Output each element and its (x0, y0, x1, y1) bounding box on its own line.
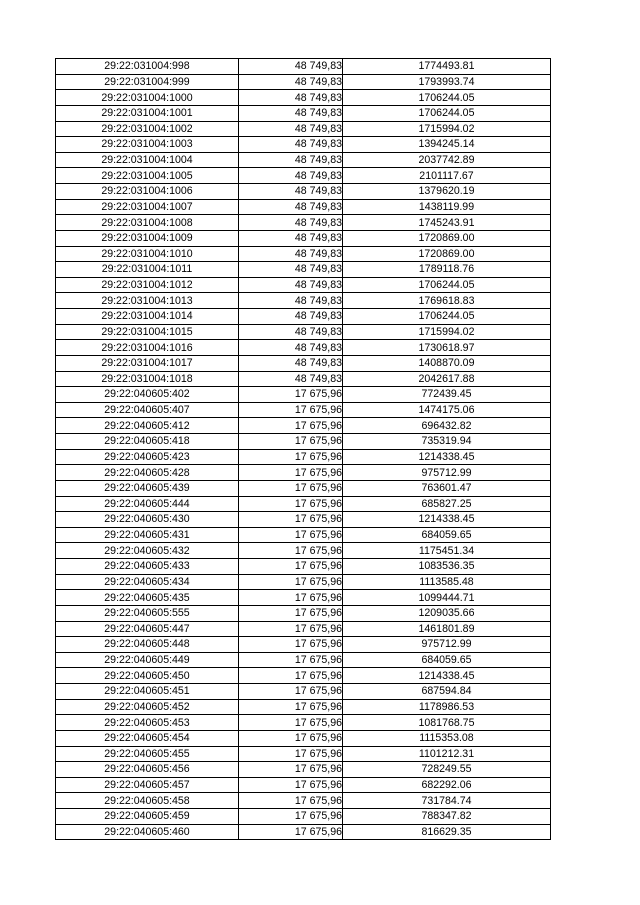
specific-value-cell: 48 749,83 (239, 184, 343, 200)
specific-value-cell: 48 749,83 (239, 74, 343, 90)
cadastral-value-cell: 1745243.91 (343, 215, 551, 231)
specific-value-cell: 48 749,83 (239, 137, 343, 153)
table-row (56, 371, 551, 387)
table-row (56, 809, 551, 825)
table-row (56, 824, 551, 840)
table-row (56, 777, 551, 793)
cadastral-number-cell: 29:22:031004:1001 (56, 105, 239, 121)
cadastral-number-cell: 29:22:040605:456 (56, 762, 239, 778)
table-row (56, 793, 551, 809)
cadastral-value-cell: 1774493.81 (343, 59, 551, 75)
specific-value-cell: 17 675,96 (239, 621, 343, 637)
cadastral-number-cell: 29:22:040605:418 (56, 434, 239, 450)
table-row (56, 574, 551, 590)
specific-value-cell: 48 749,83 (239, 230, 343, 246)
specific-value-cell: 17 675,96 (239, 465, 343, 481)
table-row (56, 762, 551, 778)
specific-value-cell: 17 675,96 (239, 730, 343, 746)
cadastral-value-cell: 1394245.14 (343, 137, 551, 153)
cadastral-value-cell: 1706244.05 (343, 90, 551, 106)
cadastral-number-cell: 29:22:031004:1018 (56, 371, 239, 387)
cadastral-value-cell: 1101212.31 (343, 746, 551, 762)
cadastral-value-cell: 685827.25 (343, 496, 551, 512)
specific-value-cell: 17 675,96 (239, 637, 343, 653)
cadastral-number-cell: 29:22:040605:434 (56, 574, 239, 590)
cadastral-number-cell: 29:22:040605:451 (56, 684, 239, 700)
cadastral-number-cell: 29:22:031004:1000 (56, 90, 239, 106)
table-row (56, 605, 551, 621)
cadastral-number-cell: 29:22:040605:430 (56, 512, 239, 528)
specific-value-cell: 17 675,96 (239, 668, 343, 684)
cadastral-value-cell: 1408870.09 (343, 355, 551, 371)
cadastral-value-cell: 1715994.02 (343, 121, 551, 137)
specific-value-cell: 48 749,83 (239, 340, 343, 356)
specific-value-cell: 48 749,83 (239, 199, 343, 215)
specific-value-cell: 17 675,96 (239, 434, 343, 450)
table-row (56, 309, 551, 325)
table-row (56, 246, 551, 262)
table-row (56, 387, 551, 403)
table-row (56, 621, 551, 637)
specific-value-cell: 17 675,96 (239, 746, 343, 762)
specific-value-cell: 48 749,83 (239, 309, 343, 325)
specific-value-cell: 48 749,83 (239, 90, 343, 106)
cadastral-value-cell: 684059.65 (343, 652, 551, 668)
specific-value-cell: 17 675,96 (239, 387, 343, 403)
table-row (56, 184, 551, 200)
cadastral-number-cell: 29:22:040605:454 (56, 730, 239, 746)
cadastral-number-cell: 29:22:031004:1010 (56, 246, 239, 262)
table-row (56, 465, 551, 481)
specific-value-cell: 48 749,83 (239, 262, 343, 278)
cadastral-number-cell: 29:22:040605:412 (56, 418, 239, 434)
table-row (56, 74, 551, 90)
specific-value-cell: 17 675,96 (239, 527, 343, 543)
cadastral-value-cell: 1706244.05 (343, 309, 551, 325)
cadastral-value-cell: 1214338.45 (343, 512, 551, 528)
specific-value-cell: 17 675,96 (239, 793, 343, 809)
table-row (56, 637, 551, 653)
cadastral-value-cell: 975712.99 (343, 465, 551, 481)
cadastral-number-cell: 29:22:040605:423 (56, 449, 239, 465)
cadastral-number-cell: 29:22:040605:435 (56, 590, 239, 606)
cadastral-number-cell: 29:22:040605:459 (56, 809, 239, 825)
cadastral-number-cell: 29:22:040605:402 (56, 387, 239, 403)
cadastral-number-cell: 29:22:040605:452 (56, 699, 239, 715)
cadastral-number-cell: 29:22:031004:1003 (56, 137, 239, 153)
cadastral-number-cell: 29:22:040605:448 (56, 637, 239, 653)
cadastral-number-cell: 29:22:031004:1004 (56, 152, 239, 168)
cadastral-number-cell: 29:22:040605:433 (56, 559, 239, 575)
table-row (56, 293, 551, 309)
cadastral-value-cell: 1474175.06 (343, 402, 551, 418)
table-row (56, 684, 551, 700)
cadastral-value-cell: 1438119.99 (343, 199, 551, 215)
cadastral-value-cell: 735319.94 (343, 434, 551, 450)
table-row (56, 262, 551, 278)
table-row (56, 652, 551, 668)
cadastral-number-cell: 29:22:040605:432 (56, 543, 239, 559)
table-row (56, 90, 551, 106)
table-row (56, 715, 551, 731)
cadastral-number-cell: 29:22:031004:1008 (56, 215, 239, 231)
cadastral-value-cell: 1081768.75 (343, 715, 551, 731)
table-row (56, 434, 551, 450)
specific-value-cell: 17 675,96 (239, 512, 343, 528)
specific-value-cell: 17 675,96 (239, 652, 343, 668)
specific-value-cell: 17 675,96 (239, 480, 343, 496)
specific-value-cell: 48 749,83 (239, 293, 343, 309)
cadastral-value-cell: 1715994.02 (343, 324, 551, 340)
specific-value-cell: 48 749,83 (239, 168, 343, 184)
specific-value-cell: 17 675,96 (239, 777, 343, 793)
cadastral-value-cell: 1789118.76 (343, 262, 551, 278)
specific-value-cell: 17 675,96 (239, 824, 343, 840)
cadastral-number-cell: 29:22:031004:1017 (56, 355, 239, 371)
table-row (56, 137, 551, 153)
cadastral-number-cell: 29:22:040605:460 (56, 824, 239, 840)
specific-value-cell: 48 749,83 (239, 59, 343, 75)
table-row (56, 512, 551, 528)
cadastral-number-cell: 29:22:040605:449 (56, 652, 239, 668)
cadastral-number-cell: 29:22:031004:1007 (56, 199, 239, 215)
cadastral-value-cell: 2042617.88 (343, 371, 551, 387)
specific-value-cell: 17 675,96 (239, 715, 343, 731)
cadastral-value-cell: 1461801.89 (343, 621, 551, 637)
cadastral-number-cell: 29:22:040605:428 (56, 465, 239, 481)
specific-value-cell: 17 675,96 (239, 590, 343, 606)
cadastral-value-table (55, 58, 551, 840)
table-row (56, 199, 551, 215)
table-row (56, 449, 551, 465)
cadastral-value-cell: 1769618.83 (343, 293, 551, 309)
specific-value-cell: 48 749,83 (239, 215, 343, 231)
cadastral-value-cell: 763601.47 (343, 480, 551, 496)
cadastral-number-cell: 29:22:031004:1011 (56, 262, 239, 278)
cadastral-value-cell: 684059.65 (343, 527, 551, 543)
specific-value-cell: 17 675,96 (239, 762, 343, 778)
specific-value-cell: 48 749,83 (239, 105, 343, 121)
cadastral-number-cell: 29:22:031004:999 (56, 74, 239, 90)
table-row (56, 355, 551, 371)
cadastral-number-cell: 29:22:040605:439 (56, 480, 239, 496)
table-row (56, 496, 551, 512)
table-row (56, 340, 551, 356)
cadastral-value-cell: 1720869.00 (343, 246, 551, 262)
cadastral-number-cell: 29:22:040605:447 (56, 621, 239, 637)
specific-value-cell: 17 675,96 (239, 699, 343, 715)
cadastral-value-cell: 816629.35 (343, 824, 551, 840)
table-body (56, 59, 551, 840)
cadastral-value-cell: 687594.84 (343, 684, 551, 700)
cadastral-value-cell: 1730618.97 (343, 340, 551, 356)
table-row (56, 168, 551, 184)
specific-value-cell: 48 749,83 (239, 355, 343, 371)
specific-value-cell: 48 749,83 (239, 152, 343, 168)
table-row (56, 699, 551, 715)
table-row (56, 543, 551, 559)
cadastral-value-cell: 696432.82 (343, 418, 551, 434)
cadastral-number-cell: 29:22:040605:407 (56, 402, 239, 418)
table-row (56, 277, 551, 293)
cadastral-number-cell: 29:22:040605:457 (56, 777, 239, 793)
specific-value-cell: 17 675,96 (239, 605, 343, 621)
cadastral-value-cell: 1178986.53 (343, 699, 551, 715)
cadastral-value-cell: 1115353.08 (343, 730, 551, 746)
specific-value-cell: 48 749,83 (239, 277, 343, 293)
specific-value-cell: 17 675,96 (239, 684, 343, 700)
cadastral-value-cell: 2101117.67 (343, 168, 551, 184)
cadastral-value-cell: 788347.82 (343, 809, 551, 825)
cadastral-number-cell: 29:22:031004:1016 (56, 340, 239, 356)
table-row (56, 230, 551, 246)
cadastral-value-cell: 728249.55 (343, 762, 551, 778)
table-row (56, 152, 551, 168)
specific-value-cell: 48 749,83 (239, 324, 343, 340)
specific-value-cell: 17 675,96 (239, 496, 343, 512)
table-row (56, 730, 551, 746)
cadastral-number-cell: 29:22:031004:1014 (56, 309, 239, 325)
cadastral-number-cell: 29:22:040605:431 (56, 527, 239, 543)
cadastral-value-cell: 1214338.45 (343, 668, 551, 684)
table-row (56, 215, 551, 231)
table-row (56, 105, 551, 121)
cadastral-value-cell: 1793993.74 (343, 74, 551, 90)
specific-value-cell: 17 675,96 (239, 574, 343, 590)
cadastral-value-cell: 1099444.71 (343, 590, 551, 606)
cadastral-value-cell: 1214338.45 (343, 449, 551, 465)
cadastral-number-cell: 29:22:031004:1005 (56, 168, 239, 184)
cadastral-value-cell: 1113585.48 (343, 574, 551, 590)
specific-value-cell: 48 749,83 (239, 371, 343, 387)
table-row (56, 668, 551, 684)
specific-value-cell: 17 675,96 (239, 449, 343, 465)
cadastral-value-cell: 1083536.35 (343, 559, 551, 575)
cadastral-number-cell: 29:22:040605:453 (56, 715, 239, 731)
table-row (56, 746, 551, 762)
table-row (56, 527, 551, 543)
table-row (56, 402, 551, 418)
cadastral-value-cell: 1706244.05 (343, 277, 551, 293)
table-row (56, 59, 551, 75)
table-row (56, 559, 551, 575)
specific-value-cell: 17 675,96 (239, 418, 343, 434)
cadastral-number-cell: 29:22:031004:1012 (56, 277, 239, 293)
specific-value-cell: 48 749,83 (239, 246, 343, 262)
cadastral-number-cell: 29:22:031004:1015 (56, 324, 239, 340)
specific-value-cell: 17 675,96 (239, 543, 343, 559)
cadastral-value-cell: 1720869.00 (343, 230, 551, 246)
cadastral-number-cell: 29:22:040605:450 (56, 668, 239, 684)
cadastral-value-cell: 2037742.89 (343, 152, 551, 168)
cadastral-value-cell: 1706244.05 (343, 105, 551, 121)
cadastral-value-cell: 772439.45 (343, 387, 551, 403)
specific-value-cell: 48 749,83 (239, 121, 343, 137)
table-row (56, 121, 551, 137)
table-row (56, 480, 551, 496)
cadastral-number-cell: 29:22:040605:444 (56, 496, 239, 512)
cadastral-number-cell: 29:22:040605:555 (56, 605, 239, 621)
table-row (56, 324, 551, 340)
table-row (56, 418, 551, 434)
cadastral-value-cell: 682292.06 (343, 777, 551, 793)
cadastral-number-cell: 29:22:031004:998 (56, 59, 239, 75)
cadastral-value-cell: 975712.99 (343, 637, 551, 653)
specific-value-cell: 17 675,96 (239, 809, 343, 825)
cadastral-value-cell: 731784.74 (343, 793, 551, 809)
cadastral-number-cell: 29:22:040605:455 (56, 746, 239, 762)
table-row (56, 590, 551, 606)
specific-value-cell: 17 675,96 (239, 402, 343, 418)
cadastral-number-cell: 29:22:031004:1013 (56, 293, 239, 309)
cadastral-number-cell: 29:22:031004:1009 (56, 230, 239, 246)
cadastral-value-cell: 1209035.66 (343, 605, 551, 621)
specific-value-cell: 17 675,96 (239, 559, 343, 575)
cadastral-value-cell: 1175451.34 (343, 543, 551, 559)
cadastral-number-cell: 29:22:040605:458 (56, 793, 239, 809)
cadastral-number-cell: 29:22:031004:1006 (56, 184, 239, 200)
cadastral-value-cell: 1379620.19 (343, 184, 551, 200)
cadastral-number-cell: 29:22:031004:1002 (56, 121, 239, 137)
